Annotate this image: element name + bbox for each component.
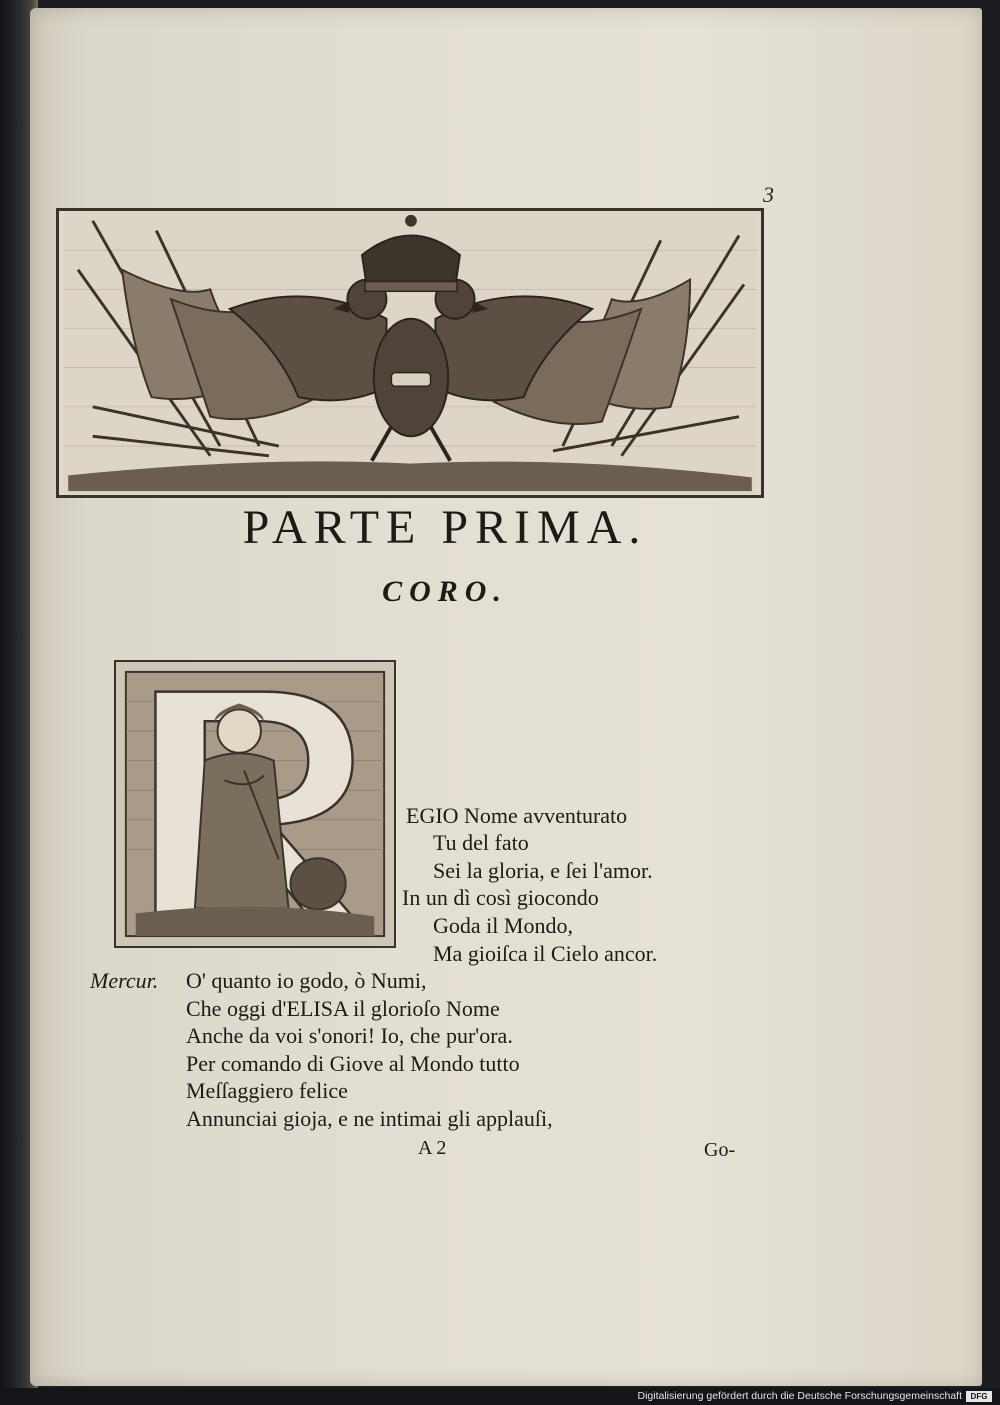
initial-letter-r-icon [116, 662, 394, 946]
page-number: 3 [763, 182, 774, 207]
chorus-line: In un dì così giocondo [402, 885, 599, 910]
chorus-line: Tu del fato [433, 830, 529, 855]
speech-line: Che oggi d'ELISA il glorioſo Nome [186, 996, 500, 1021]
speaker-name: Mercur. [90, 968, 159, 993]
speech-line: Annunciai gioja, e ne intimai gli applauſi, [186, 1106, 553, 1131]
speech-line: O' quanto io godo, ò Numi, [186, 968, 427, 993]
eagle-engraving-headpiece [56, 208, 764, 498]
catchword: Go- [704, 1139, 736, 1161]
speech-line: Anche da voi s'onori! Io, che pur'ora. [186, 1023, 513, 1048]
dfg-logo: DFG [966, 1391, 992, 1402]
decorated-initial [114, 660, 396, 948]
speech-line: Meſſaggiero felice [186, 1078, 348, 1103]
chorus-line: Ma gioiſca il Cielo ancor. [433, 941, 658, 966]
chorus-line: EGIO Nome avventurato [406, 803, 628, 828]
funding-footer-bar [0, 1388, 1000, 1405]
part-heading: PARTE PRIMA. [242, 501, 648, 554]
signature-mark: A 2 [418, 1137, 447, 1159]
funding-credit-text: Digitalisierung gefördert durch die Deutsche Forschungsgemeinschaft [637, 1390, 962, 1402]
speech-line: Per comando di Giove al Mondo tutto [186, 1051, 520, 1076]
chorus-line: Goda il Mondo, [433, 913, 573, 938]
chorus-heading: CORO. [382, 575, 508, 608]
double-headed-eagle-icon [59, 211, 761, 495]
chorus-line: Sei la gloria, e ſei l'amor. [433, 858, 653, 883]
